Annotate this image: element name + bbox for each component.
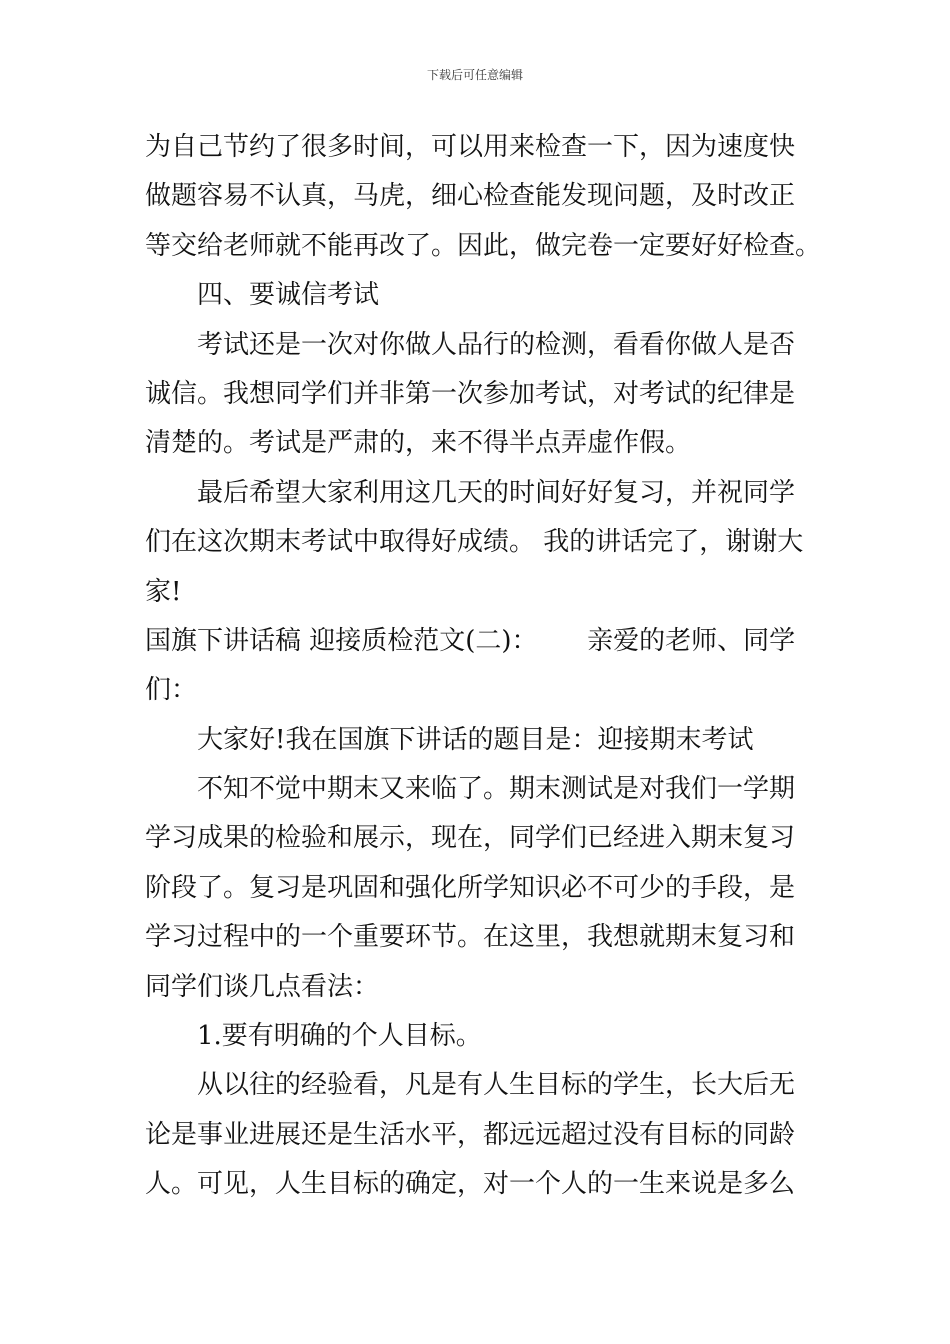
section-heading: 四、要诚信考试 — [197, 280, 380, 311]
text-line: 同学们谈几点看法： — [145, 971, 380, 1002]
text-line: 等交给老师就不能再改了。因此，做完卷一定要好好检查。 — [145, 230, 822, 261]
text-line: 做题容易不认真，马虎，细心检查能发现问题，及时改正 — [145, 181, 796, 212]
document-body — [145, 123, 822, 1210]
article-title-line: 国旗下讲话稿 迎接质检范文(二)： 亲爱的老师、同学 — [145, 625, 796, 656]
text-line: 们： — [145, 675, 198, 706]
text-line: 阶段了。复习是巩固和强化所学知识必不可少的手段，是 — [145, 872, 796, 903]
greeting-line: 大家好!我在国旗下讲话的题目是：迎接期末考试 — [197, 724, 754, 755]
text-line: 清楚的。考试是严肃的，来不得半点弄虚作假。 — [145, 428, 692, 459]
text-line: 们在这次期末考试中取得好成绩。 我的讲话完了，谢谢大 — [145, 527, 804, 558]
text-line: 论是事业进展还是生活水平，都远远超过没有目标的同龄 — [145, 1119, 796, 1150]
text-line: 考试还是一次对你做人品行的检测，看看你做人是否 — [197, 329, 796, 360]
text-line: 不知不觉中期末又来临了。期末测试是对我们一学期 — [197, 774, 796, 805]
text-line: 为自己节约了很多时间，可以用来检查一下，因为速度快 — [145, 132, 796, 162]
text-line: 学习成果的检验和展示，现在，同学们已经进入期末复习 — [145, 823, 796, 854]
text-line: 从以往的经验看，凡是有人生目标的学生，长大后无 — [197, 1070, 796, 1101]
text-line: 人。可见，人生目标的确定，对一个人的一生来说是多么 — [145, 1169, 796, 1200]
section-heading: 1.要有明确的个人目标。 — [197, 1021, 482, 1052]
text-line: 家! — [145, 576, 182, 607]
text-line: 最后希望大家利用这几天的时间好好复习，并祝同学 — [197, 477, 796, 508]
text-line: 诚信。我想同学们并非第一次参加考试，对考试的纪律是 — [145, 378, 796, 409]
text-line: 学习过程中的一个重要环节。在这里，我想就期末复习和 — [145, 922, 796, 953]
page-header: 下载后可任意编辑 — [426, 68, 523, 82]
